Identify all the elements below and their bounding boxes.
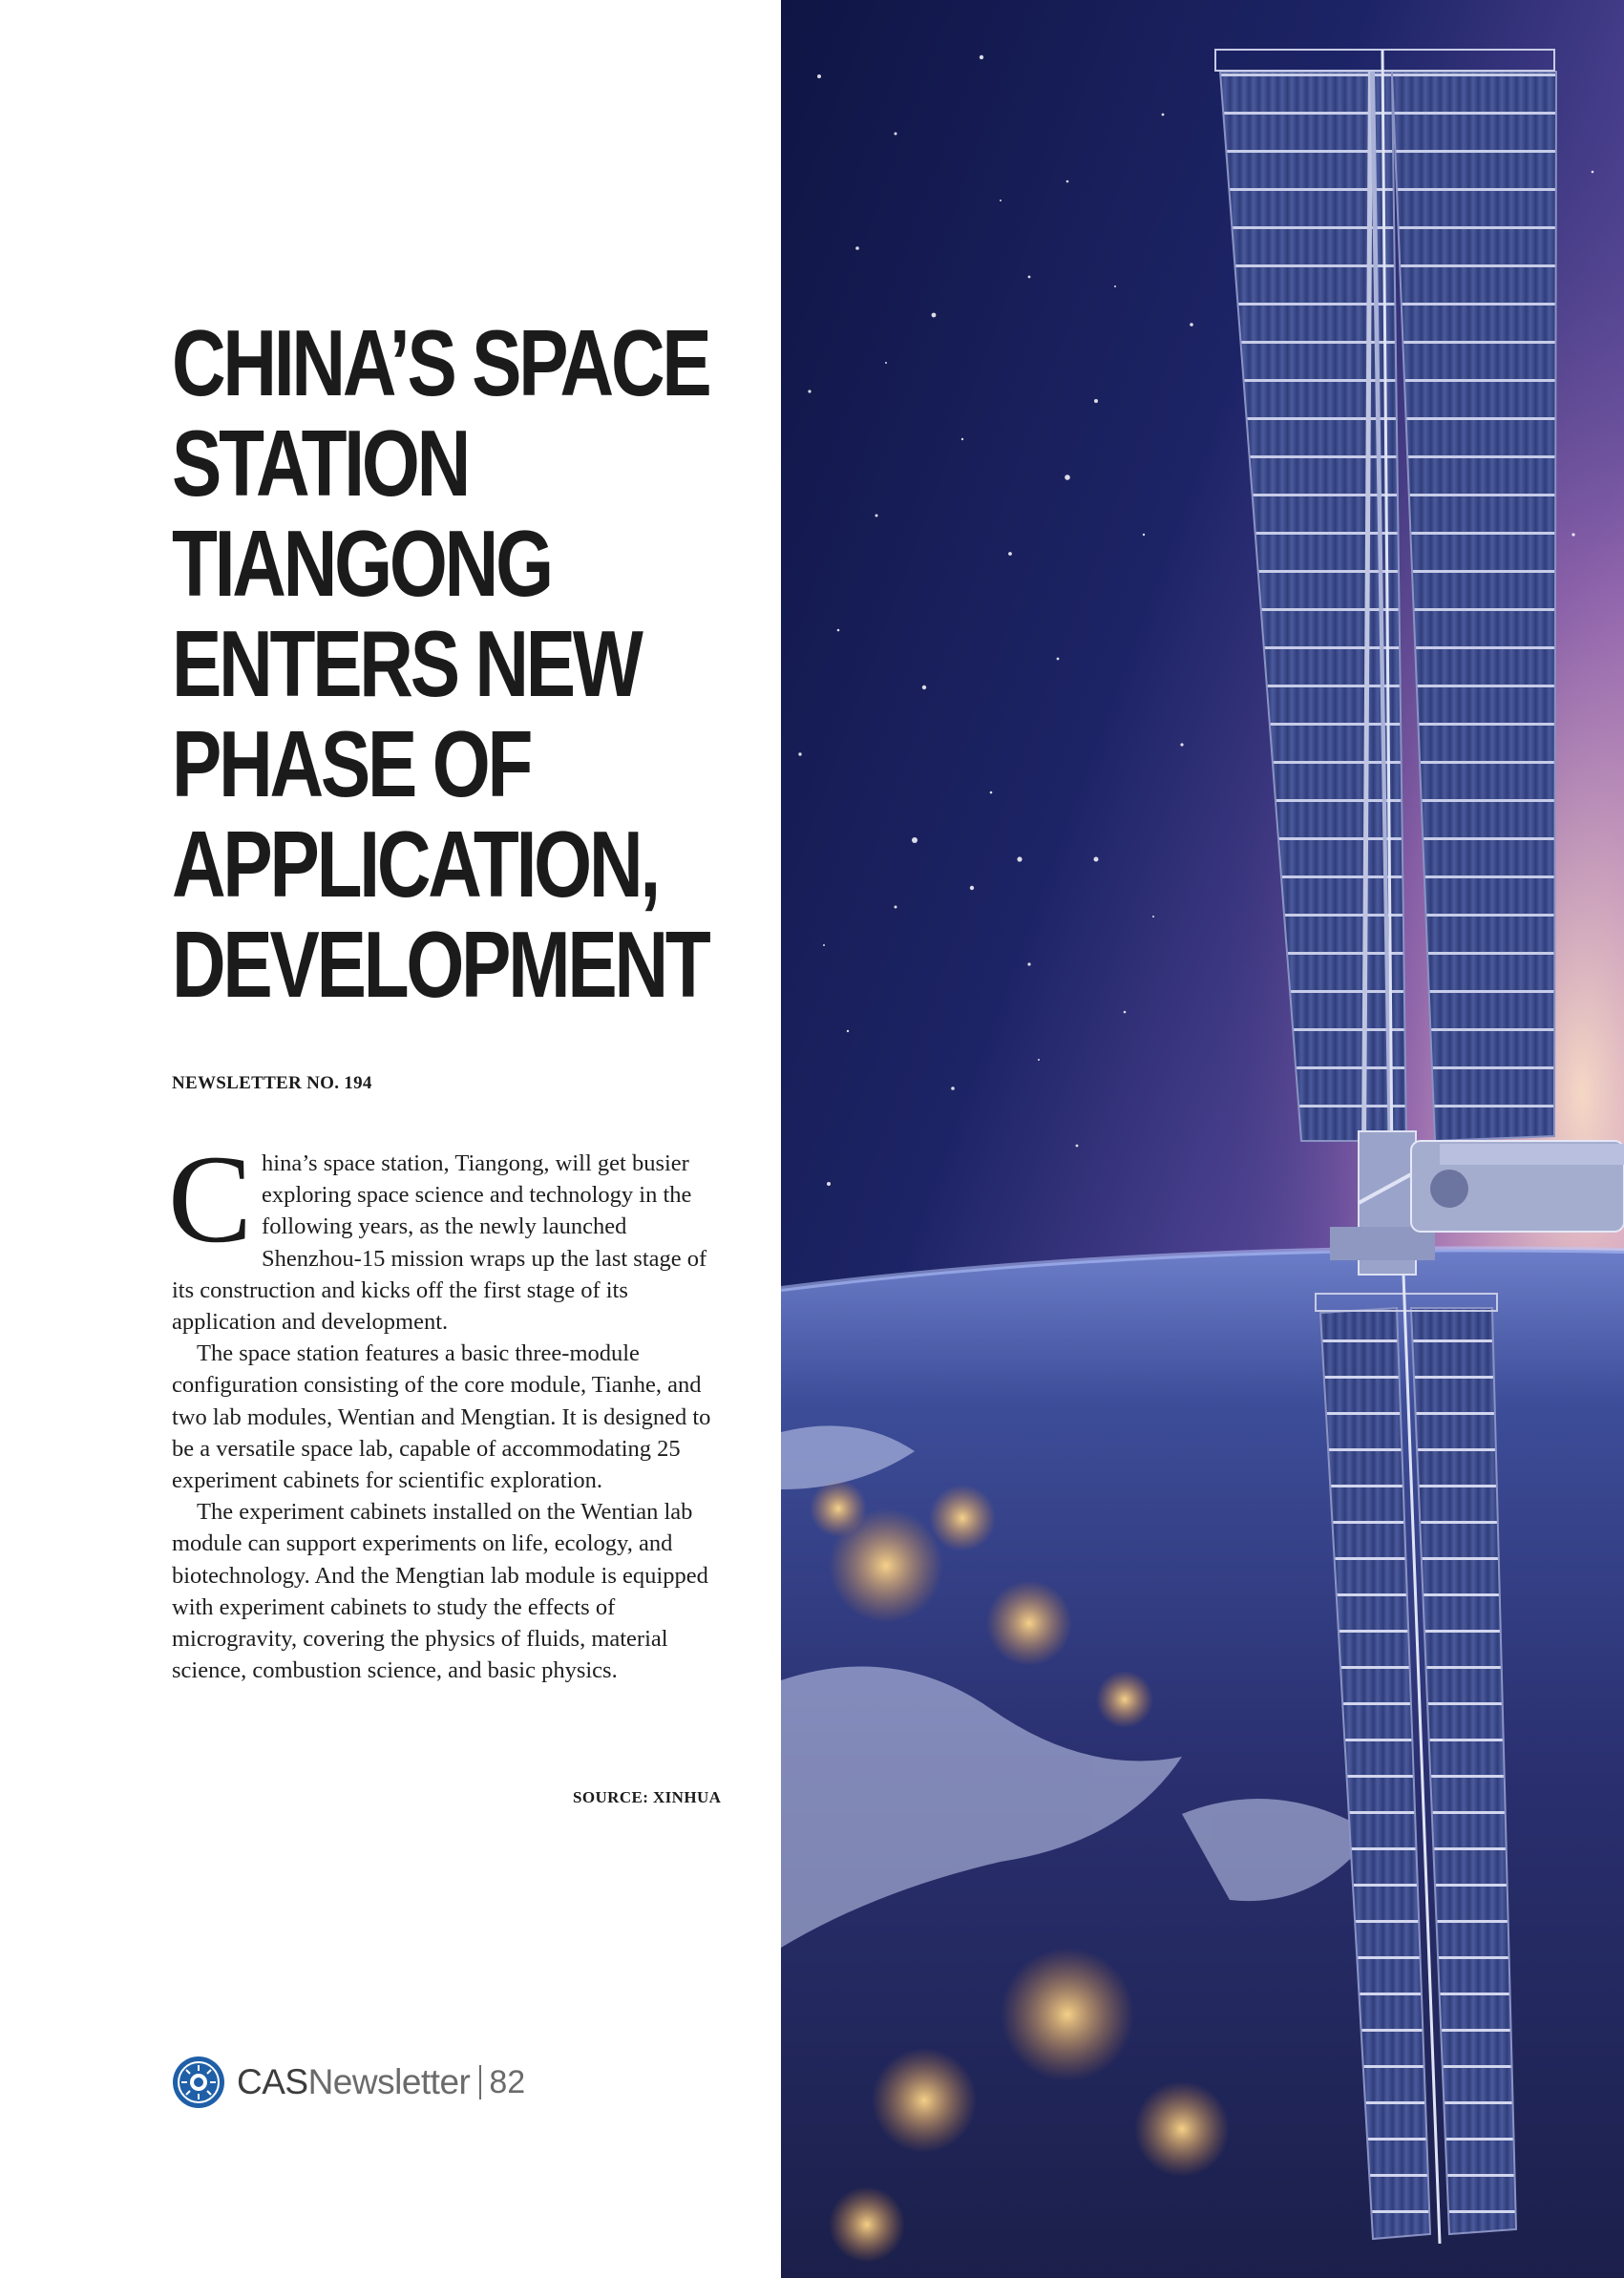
headline-line: PHASE OF xyxy=(172,711,531,816)
article-paragraph: The space station features a basic three-module configuration consisting of the core module, Tianhe, and two lab modules, Wentian and Mengtian. It is designed to be a versatile space lab, capable of accommodating 25 experiment cabinets for scientific exploration. xyxy=(172,1340,711,1494)
headline-line: CHINA’S SPACE xyxy=(172,310,709,415)
headline-line: ENTERS NEW xyxy=(172,611,641,716)
footer-divider xyxy=(479,2065,481,2099)
text-column xyxy=(0,0,781,2278)
article-paragraph xyxy=(168,1128,728,1338)
article-body xyxy=(168,1128,728,1686)
brand-newsletter: Newsletter xyxy=(307,2062,471,2101)
brand-name xyxy=(237,2062,470,2102)
article-paragraph: The experiment cabinets installed on the Wentian lab module can support experiments on life, ecology, and biotechnology. And the Mengtian lab module is equipped with experiment cabinets to study the effects of microgravity, covering the physics of fluids, material science, combustion science, and basic physics. xyxy=(172,1499,708,1684)
issue-label: NEWSLETTER NO. 194 xyxy=(172,1073,372,1093)
headline-line: TIANGONG xyxy=(172,511,551,616)
headline-line: APPLICATION, xyxy=(172,812,658,917)
drop-cap: C xyxy=(168,1128,253,1269)
headline xyxy=(172,310,768,1017)
space-station-photo xyxy=(781,0,1624,2278)
headline-line: DEVELOPMENT xyxy=(172,912,708,1017)
brand-cas: CAS xyxy=(237,2062,308,2101)
page-number: 82 xyxy=(489,2063,526,2100)
headline-line: STATION xyxy=(172,411,469,516)
cas-logo-icon xyxy=(172,2056,225,2109)
paragraph-text: hina’s space station, Tiangong, will get busier exploring space science and technology in the following years, as the newly launched Shenzhou-15 mission wraps up the last stage of its construction and kicks off the first stage of its application and development. xyxy=(172,1150,707,1336)
page-footer xyxy=(172,2055,525,2110)
source-credit: SOURCE: XINHUA xyxy=(573,1788,722,1806)
